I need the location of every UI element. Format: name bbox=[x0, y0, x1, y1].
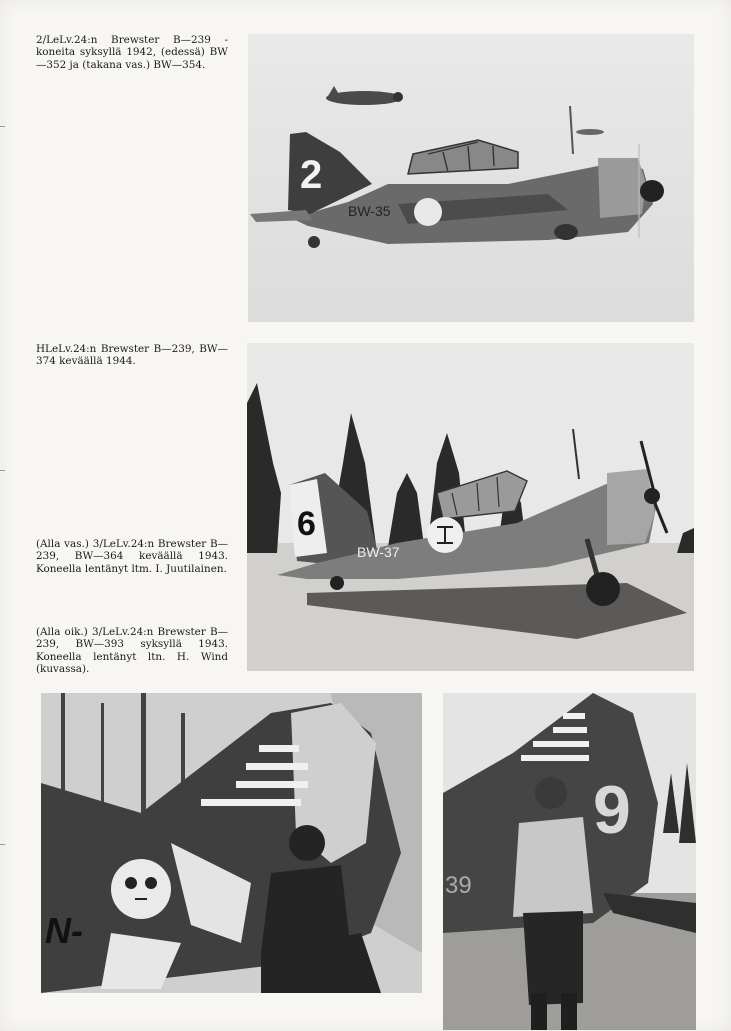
tail-number-2: 2 bbox=[300, 153, 323, 197]
photo-juutilainen-tail bbox=[41, 693, 422, 993]
fuselage-code-4: 39 bbox=[445, 872, 472, 899]
fuselage-code-1: BW-35 bbox=[348, 203, 391, 219]
caption-photo-4: (Alla oik.) 3/LeLv.24:n Brewster B—239, BW—393 syksyllä 1943. Koneella lentänyt ltn. H. Wind (kuvassa). bbox=[36, 626, 228, 676]
fuselage-code-2: BW-37 bbox=[357, 544, 400, 560]
caption-photo-3: (Alla vas.) 3/LeLv.24:n Brewster B—239, BW—364 keväällä 1943. Koneella lentänyt ltm. I. Juutilainen. bbox=[36, 538, 228, 575]
margin-tick bbox=[0, 470, 5, 471]
photo-brewster-on-ground bbox=[247, 343, 694, 671]
tail-number-9: 9 bbox=[593, 772, 631, 848]
skull-emblem bbox=[111, 859, 171, 919]
fuselage-code-3: N- bbox=[45, 910, 83, 951]
photo-wind-with-aircraft bbox=[443, 693, 696, 1030]
caption-photo-2: HLeLv.24:n Brewster B—239, BW—374 keväällä 1944. bbox=[36, 343, 228, 368]
margin-tick bbox=[0, 126, 5, 127]
photo-brewsters-in-flight bbox=[248, 34, 694, 322]
margin-tick bbox=[0, 844, 5, 845]
tail-number-6: 6 bbox=[297, 505, 316, 543]
caption-photo-1: 2/LeLv.24:n Brewster B—239 -koneita syksyllä 1942, (edessä) BW—352 ja (takana vas.) BW—354. bbox=[36, 34, 228, 71]
